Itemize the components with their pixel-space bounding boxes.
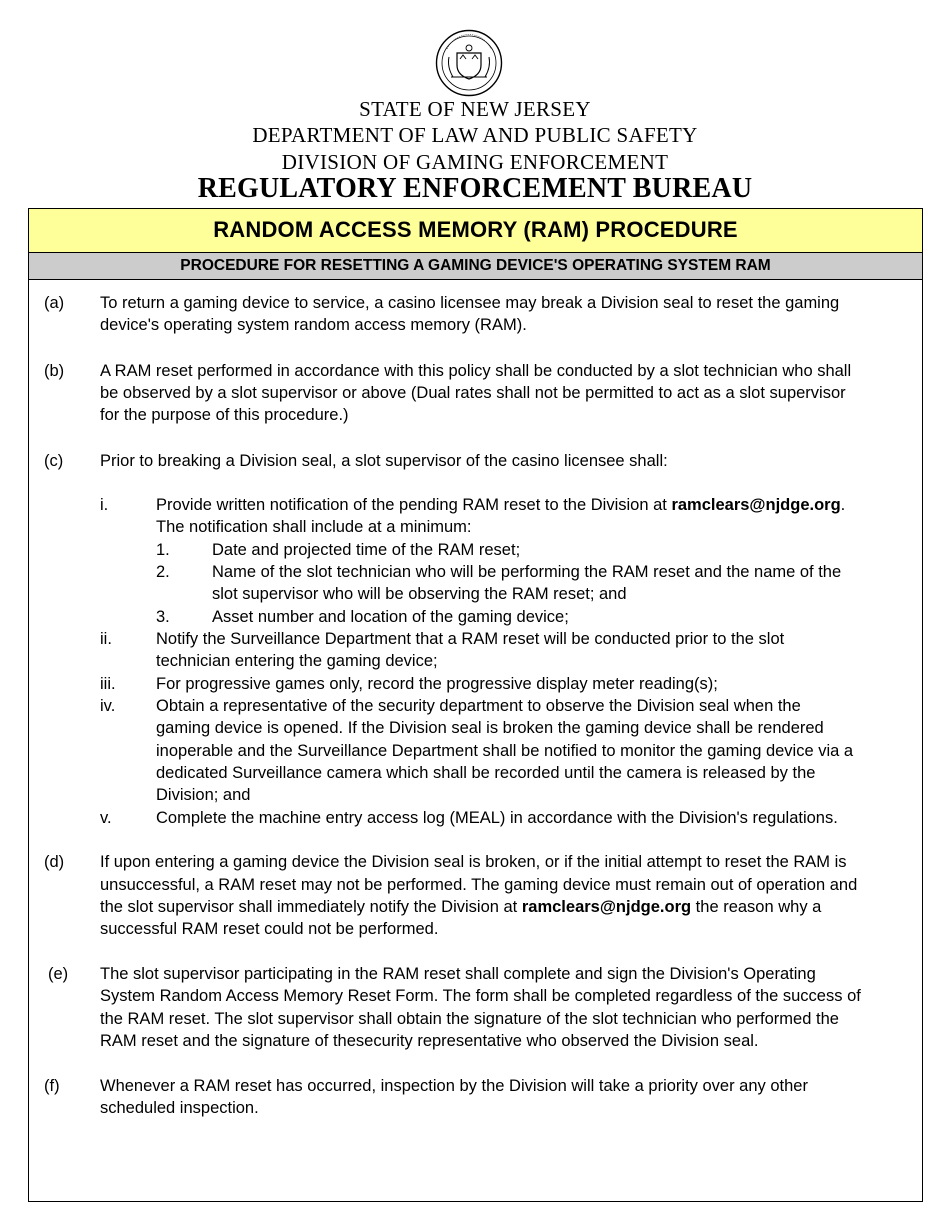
item-iii-label: iii. [100, 675, 116, 693]
item-i-line [156, 494, 845, 516]
section-f-label: (f) [44, 1077, 60, 1095]
item-i-text-end: . [840, 496, 846, 514]
section-f-line: Whenever a RAM reset has occurred, inspection by the Division will take a priority over any other [100, 1077, 808, 1095]
sub-item-2-line: slot supervisor who will be observing the RAM reset; and [212, 585, 627, 603]
sub-item-1-line: Date and projected time of the RAM reset; [212, 541, 521, 559]
sub-item-3-label: 3. [156, 608, 170, 626]
item-iv-line: gaming device is opened. If the Division seal is broken the gaming device shall be rendered [156, 719, 824, 737]
section-d-text: the slot supervisor shall immediately notify the Division at [100, 898, 522, 916]
email-link[interactable]: ramclears@njdge.org [521, 898, 692, 916]
item-i-text: Provide written notification of the pending RAM reset to the Division at [156, 496, 672, 514]
item-i-line: The notification shall include at a minimum: [156, 518, 472, 536]
item-iv-line: dedicated Surveillance camera which shall be recorded until the camera is released by the [156, 764, 816, 782]
section-c-line: Prior to breaking a Division seal, a slot supervisor of the casino licensee shall: [100, 452, 668, 470]
section-d-line: If upon entering a gaming device the Division seal is broken, or if the initial attempt to reset the RAM is [100, 853, 847, 871]
section-d-label: (d) [44, 853, 65, 871]
item-iv-label: iv. [100, 697, 116, 715]
section-f-line: scheduled inspection. [100, 1099, 259, 1117]
bureau-name: REGULATORY ENFORCEMENT BUREAU [197, 173, 753, 204]
sub-item-1-label: 1. [156, 541, 170, 559]
division-name: DIVISION OF GAMING ENFORCEMENT [281, 150, 669, 174]
item-iii-line: For progressive games only, record the progressive display meter reading(s); [156, 675, 718, 693]
department-name: DEPARTMENT OF LAW AND PUBLIC SAFETY [252, 123, 698, 147]
section-b-label: (b) [44, 362, 65, 380]
section-b-line: be observed by a slot supervisor or above (Dual rates shall not be permitted to act as a slot supervisor [100, 384, 846, 402]
sub-item-3-line: Asset number and location of the gaming device; [212, 608, 569, 626]
item-ii-line: Notify the Surveillance Department that a RAM reset will be conducted prior to the slot [156, 630, 785, 648]
item-iv-line: Division; and [156, 786, 251, 804]
state-name: STATE OF NEW JERSEY [359, 97, 591, 121]
procedure-subtitle: PROCEDURE FOR RESETTING A GAMING DEVICE'S OPERATING SYSTEM RAM [29, 253, 922, 280]
email-link[interactable]: ramclears@njdge.org [671, 496, 841, 514]
item-v-label: v. [100, 809, 112, 827]
state-seal-icon [435, 29, 503, 97]
section-d-line: unsuccessful, a RAM reset may not be performed. The gaming device must remain out of operation and [100, 876, 858, 894]
section-d-line [100, 896, 821, 918]
section-e-line: The slot supervisor participating in the RAM reset shall complete and sign the Division's Operating [100, 965, 816, 983]
section-e-line: the RAM reset. The slot supervisor shall obtain the signature of the slot technician who performed the [100, 1010, 839, 1028]
section-e-line: System Random Access Memory Reset Form. The form shall be completed regardless of the success of [100, 987, 861, 1005]
item-ii-label: ii. [100, 630, 112, 648]
section-e-line: RAM reset and the signature of thesecurity representative who observed the Division seal. [100, 1032, 759, 1050]
section-b-line: A RAM reset performed in accordance with this policy shall be conducted by a slot technician who shall [100, 362, 852, 380]
section-a-label: (a) [44, 294, 65, 312]
section-e-label: (e) [48, 965, 69, 983]
procedure-title: RANDOM ACCESS MEMORY (RAM) PROCEDURE [29, 209, 922, 253]
item-i-label: i. [100, 496, 109, 514]
section-b-line: for the purpose of this procedure.) [100, 406, 349, 424]
item-ii-line: technician entering the gaming device; [156, 652, 438, 670]
section-c-label: (c) [44, 452, 64, 470]
item-iv-line: Obtain a representative of the security department to observe the Division seal when the [156, 697, 801, 715]
section-d-line: successful RAM reset could not be performed. [100, 920, 439, 938]
section-a-line: device's operating system random access memory (RAM). [100, 316, 527, 334]
sub-item-2-line: Name of the slot technician who will be performing the RAM reset and the name of the [212, 563, 842, 581]
item-v-line: Complete the machine entry access log (MEAL) in accordance with the Division's regulations. [156, 809, 838, 827]
sub-item-2-label: 2. [156, 563, 170, 581]
item-iv-line: inoperable and the Surveillance Department shall be notified to monitor the gaming device via a [156, 742, 854, 760]
section-a-line: To return a gaming device to service, a casino licensee may break a Division seal to reset the gaming [100, 294, 840, 312]
section-d-text-end: the reason why a [691, 898, 822, 916]
